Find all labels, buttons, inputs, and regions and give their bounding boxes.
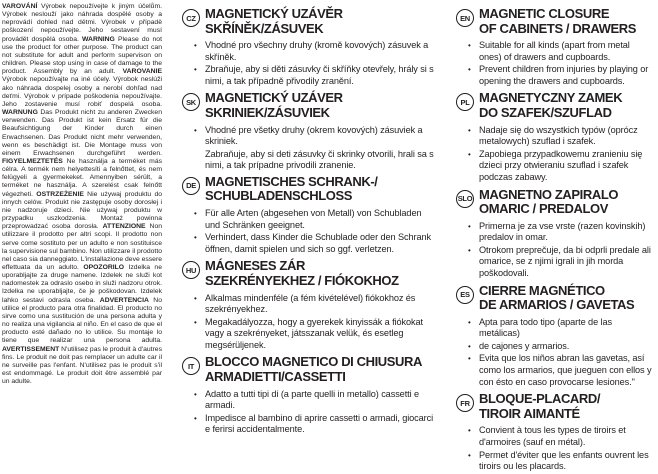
bullet-icon: •: [468, 426, 471, 436]
list-item: • Evita que los niños abran las gavetas, así como los armarios, que jueguen con ellos y con ésto en caso provocarse lesiones.": [468, 353, 652, 387]
list-item: • Suitable for all kinds (apart from metal ones) of drawers and cupboards.: [468, 40, 630, 62]
bullet-icon: •: [194, 293, 197, 303]
section-title-es: CIERRE MAGNÉTICO DE ARMARIOS / GAVETAS: [479, 282, 635, 313]
warning-text-es: No utilice el producto para otra finalidad. El producto no sirve como una sustitución de una persona adulta y no realiza una vigilancia al niño. En el caso de que el producto esté dañado no lo utilice. Su montaje lo tiene que realizar una persona adulta.: [2, 296, 162, 345]
section-title-it: BLOCCO MAGNETICO DI CHIUSURA ARMADIETTI/CASSETTI: [205, 354, 423, 385]
list-item: • Convient à tous les types de tiroirs et d'armoires (sauf en métal).: [468, 425, 626, 447]
section-sk: [182, 91, 438, 171]
list-item: • Vhodné pro všechny druhy (kromě kovových) zásuvek a skříněk.: [194, 40, 429, 62]
section-title-hu: MÁGNESES ZÁR SZEKRÉNYEKHEZ / FIÓKOKHOZ: [205, 258, 399, 288]
lang-badge-pl: PL: [456, 93, 474, 111]
bullet-list-en: [468, 40, 652, 87]
bullet-icon: •: [194, 389, 197, 399]
bullet-list-pl: [468, 125, 652, 184]
bullet-icon: •: [468, 341, 471, 351]
warning-keyword-fr: AVERTISSEMENT: [2, 345, 60, 353]
section-title-de: MAGNETISCHES SCHRANK-/ SCHUBLADENSCHLOSS: [205, 173, 378, 204]
bullet-icon: •: [194, 65, 197, 75]
bullet-icon: •: [468, 317, 471, 327]
section-en: [456, 7, 652, 88]
bullet-list-es: [468, 317, 652, 389]
lang-badge-de: DE: [182, 177, 200, 195]
warning-text-cz: Výrobek nepoužívejte k jiným účelům. Výrobek neslouží jako náhrada dospělé osoby a neprovádí dohled nad dětmi. Výrobek v případě poškození nepoužívejte. Jeho sestavení musí provádět dospělá osoba.: [2, 3, 162, 43]
lang-badge-es: ES: [456, 286, 474, 304]
bullet-list-fr: [468, 425, 652, 472]
warning-text-fr: N'utilisez pas le produit à d'autres fins. Le produit ne doit pas remplacer un adulte car il ne surveille pas l'enfant. N'utilisez pas le produit s'il est endommagé. Le produit doit être assemblé par un adulte.: [2, 345, 162, 386]
bullet-list-it: [194, 389, 438, 436]
bullet-icon: •: [194, 41, 197, 51]
list-item: • Permet d'éviter que les enfants ouvrent les tiroirs ou les placards.: [468, 449, 649, 472]
warning-text-pl: Nie używaj produktu do innych celów. Produkt nie zastępuje osoby dorosłej i nie nadzoruje dzieci. Nie używaj produktu w przypadku uszkodzenia. Montaż powinna przeprowadzać osoba dorosła.: [2, 190, 163, 231]
section-title-cz: MAGNETICKÝ UZÁVĚR SKŘÍNĚK/ZÁSUVEK: [205, 6, 343, 36]
warning-text-hu: Ne használja a terméket más célra. A termék nem helyettesíti a felnőttet, és nem felügyeli a gyermekeket. Amennyiben sérült, a terméket ne használja. A szerelést csak felnőtt végezheti.: [2, 157, 162, 198]
bullet-list-slo: [468, 221, 652, 280]
lang-badge-en: EN: [456, 9, 474, 27]
section-fr: [456, 392, 652, 473]
warning-text-slo: Izdelka ne uporabljajte za druge namene. Izdelek ne služi kot nadomestek za odraslo osebo in služi nadzoru otrok. Izdelka ne uporabljajte, če je poškodovan. Izdelek lahko sestavi odrasla oseba.: [2, 264, 162, 304]
list-item: • Verhindert, dass Kinder die Schublade oder den Schrank öffnen, damit spielen und sich so ggf. verletzen.: [194, 232, 431, 254]
warning-text-sk: Výrobok nepoužívajte na iné účely. Výrobok neslúži ako náhrada dospelej osoby a nerobí dohľad nad deťmi. Výrobok v prípade poškodenia nepoužívajte. Jeho zostavenie musí robiť dospelá osoba.: [2, 76, 162, 108]
lang-badge-it: IT: [182, 357, 200, 375]
bullet-list-sk: [194, 125, 438, 148]
warning-keyword-sk: VAROVANIE: [122, 68, 162, 76]
bullet-list-cz: [194, 40, 438, 87]
warning-keyword-hu: FIGYELMEZTETÉS: [2, 157, 63, 165]
bullet-list-de: [194, 208, 438, 255]
bullet-icon: •: [468, 65, 471, 75]
bullet-icon: •: [468, 221, 471, 231]
list-item: • Impedisce al bambino di aprire cassetti o armadi, giocarci e ferirsi accidentalmente.: [194, 412, 434, 435]
section-title-pl: MAGNETYCZNY ZAMEK DO SZAFEK/SZUFLAD: [479, 90, 623, 121]
warning-keyword-es: ADVERTENCIA: [99, 296, 149, 304]
list-item: • Zapobiega przypadkowemu zranieniu się dzieci przy otwieraniu szuflad i szafek podczas zabawy.: [468, 148, 643, 182]
bullet-icon: •: [468, 245, 471, 255]
section-slo: [456, 188, 652, 281]
warning-keyword-it: ATTENZIONE: [102, 223, 146, 231]
list-item: • Für alle Arten (abgesehen von Metall) von Schubladen und Schränken geeignet.: [194, 208, 422, 230]
warning-keyword-slo: OPOZORILO: [83, 264, 125, 271]
warning-text-it: Non utilizzare il prodotto per altri scopi. Il prodotto non serve come sostituto per un adulto e non sostituisce la supervisione sul bambino. Non utilizzare il prodotto nel caso sia danneggiato. L'installazione deve essere effettuata da un adulto.: [2, 223, 162, 271]
section-hu: [182, 259, 438, 352]
lang-badge-slo: SLO: [456, 190, 474, 208]
list-item: • Nadaje się do wszystkich typów (oprócz metalowych) szuflad i szafek.: [468, 124, 638, 147]
bullet-icon: •: [468, 125, 471, 135]
section-title-fr: BLOQUE-PLACARD/ TIROIR AIMANTÉ: [479, 391, 601, 421]
section-de: [182, 175, 438, 256]
warning-keyword-en: WARNING: [82, 35, 115, 43]
bullet-icon: •: [194, 125, 197, 135]
bullet-icon: •: [468, 450, 471, 460]
bullet-icon: •: [468, 149, 471, 159]
bullet-icon: •: [194, 413, 197, 423]
bullet-icon: •: [468, 41, 471, 51]
warning-keyword-pl: OSTRZEŻENIE: [36, 190, 84, 198]
warning-keyword-de: WARNUNG: [2, 109, 38, 117]
lang-badge-fr: FR: [456, 394, 474, 412]
section-it: [182, 355, 438, 436]
list-item: • Megakadályozza, hogy a gyerekek kinyissák a fiókokat vagy a szekrényeket, játsszanak velük, és esetleg megsérüljenek.: [194, 316, 423, 350]
section-title-sk: MAGNETICKÝ UZÁVER SKRINIEK/ZÁSUVIEK: [205, 90, 343, 121]
section-title-slo: MAGNETNO ZAPIRALO OMARIC / PREDALOV: [479, 186, 619, 217]
warning-keyword-cz: VAROVÁNÍ: [2, 3, 38, 10]
list-item: • Primerna je za vse vrste (razen kovinskih) predalov in omar.: [468, 220, 646, 243]
section-pl: [456, 91, 652, 184]
list-item: • de cajones y armarios.: [468, 340, 570, 351]
list-item: • Zbraňuje, aby si děti zásuvky či skříňky otevřely, hrály si s nimi, a tak případně přivodily zranění.: [194, 64, 434, 86]
lang-badge-sk: SK: [182, 93, 200, 111]
section-sk-continuation: Zabraňuje, aby si deti zásuvky či skrinky otvorili, hrali sa s nimi, a tak prípadne privodili zranenie.: [205, 148, 434, 171]
warning-text-en: Please do not use the product for other purpose. The product can not substitute for adult and perform supervison on children. Please stop using in case of damage to the product. Assembly by an adult.: [2, 35, 162, 76]
section-cz: [182, 7, 438, 88]
bullet-icon: •: [194, 209, 197, 219]
warning-text-de: Das Produkt nicht zu anderen Zwecken verwenden. Das Produkt ist kein Ersatz für die Beaufsichtigung der Kinder durch einen Erwachsenen. Das Produkt nicht mehr verwenden, wenn es beschädigt ist. Die Montage muss von einem Erwachsenen durchgeführt werden.: [2, 109, 162, 157]
section-es: [456, 284, 652, 390]
lang-badge-cz: CZ: [182, 9, 200, 27]
bullet-icon: •: [194, 233, 197, 243]
multilingual-warning-block: [0, 0, 162, 408]
list-item: • Vhodné pre všetky druhy (okrem kovových) zásuviek a skriniek.: [194, 124, 423, 147]
bullet-icon: •: [468, 354, 471, 364]
list-item: • Apta para todo tipo (aparte de las metálicas): [468, 316, 612, 339]
bullet-list-hu: [194, 293, 438, 352]
language-column-middle: [182, 0, 438, 435]
list-item: • Prevent children from injuries by playing or opening the drawers and cupboards.: [468, 64, 649, 86]
section-title-en: MAGNETIC CLOSURE OF CABINETS / DRAWERS: [479, 6, 636, 36]
list-item: • Otrokom preprečuje, da bi odprli predale ali omarice, se z njimi igrali in jih morda poškodovali.: [468, 244, 651, 278]
list-item: • Adatto a tutti tipi di (a parte quelli in metallo) cassetti e armadi.: [194, 388, 420, 411]
bullet-icon: •: [194, 317, 197, 327]
list-item: • Alkalmas mindenféle (a fém kivételével) fiókokhoz és szekrényekhez.: [194, 292, 416, 315]
lang-badge-hu: HU: [182, 261, 200, 279]
language-column-right: [456, 0, 652, 472]
